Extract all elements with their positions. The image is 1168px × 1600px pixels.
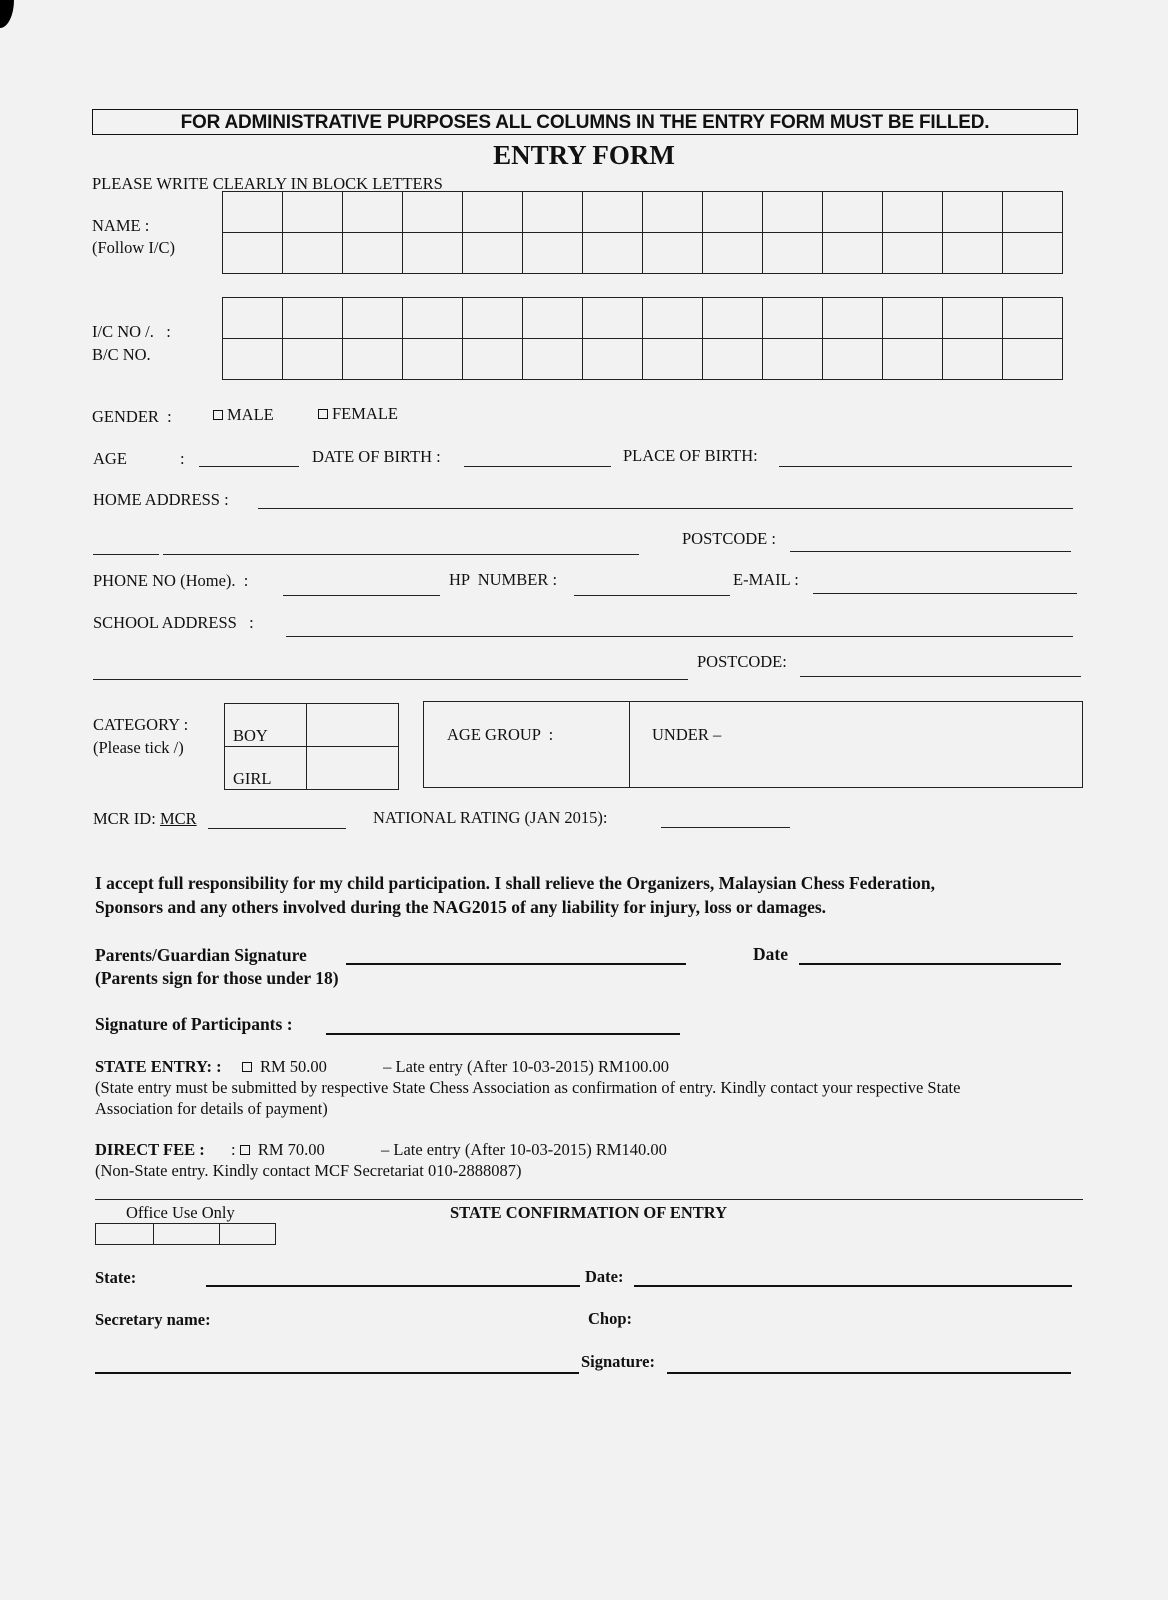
- phone-home-field[interactable]: [283, 595, 440, 596]
- ic-number-grid[interactable]: [222, 297, 1063, 380]
- school-postcode-field[interactable]: [800, 676, 1081, 677]
- ic-label: I/C NO /. :: [92, 322, 171, 341]
- direct-fee-checkbox[interactable]: [240, 1145, 250, 1155]
- dob-field[interactable]: [464, 466, 611, 467]
- confirmation-signature-field[interactable]: [667, 1372, 1071, 1374]
- ic-grid-cell[interactable]: [223, 339, 283, 380]
- pob-label: PLACE OF BIRTH:: [623, 446, 758, 465]
- ic-grid-cell[interactable]: [463, 298, 523, 339]
- school-address-line-2[interactable]: [93, 679, 688, 680]
- male-checkbox[interactable]: [213, 410, 223, 420]
- category-table: [224, 703, 399, 790]
- page-title: ENTRY FORM: [493, 140, 675, 170]
- office-box-3[interactable]: [219, 1224, 275, 1245]
- ic-grid-cell[interactable]: [883, 298, 943, 339]
- name-grid-cell[interactable]: [463, 233, 523, 274]
- name-grid-cell[interactable]: [1003, 192, 1063, 233]
- ic-grid-cell[interactable]: [283, 339, 343, 380]
- ic-grid-cell[interactable]: [823, 339, 883, 380]
- chop-label: Chop:: [588, 1309, 633, 1328]
- hp-number-field[interactable]: [574, 595, 730, 596]
- mcr-id-label: [93, 809, 197, 829]
- secretary-name-label: Secretary name:: [95, 1310, 211, 1329]
- state-label: State:: [95, 1268, 137, 1287]
- ic-grid-cell[interactable]: [343, 298, 403, 339]
- name-grid-cell[interactable]: [823, 192, 883, 233]
- ic-grid-row: [223, 298, 1063, 339]
- ic-grid-cell[interactable]: [703, 298, 763, 339]
- name-grid-cell[interactable]: [883, 233, 943, 274]
- name-grid-row: [223, 192, 1063, 233]
- ic-grid-row: [223, 339, 1063, 380]
- name-grid-cell[interactable]: [763, 233, 823, 274]
- declaration-line-1: I accept full responsibility for my child participation. I shall relieve the Organizers, Malaysian Chess Federation,: [95, 873, 935, 893]
- name-grid-cell[interactable]: [403, 192, 463, 233]
- state-entry-row: [95, 1057, 669, 1077]
- secretary-name-field[interactable]: [95, 1372, 579, 1374]
- female-label: FEMALE: [332, 404, 398, 423]
- category-boy-tick-box[interactable]: [307, 704, 399, 747]
- name-label: NAME :: [92, 216, 150, 235]
- bc-label: B/C NO.: [92, 345, 151, 364]
- category-girl-tick-box[interactable]: [307, 747, 399, 790]
- ic-grid-cell[interactable]: [943, 298, 1003, 339]
- gender-label: GENDER :: [92, 407, 172, 426]
- name-grid-cell[interactable]: [583, 233, 643, 274]
- name-grid-cell[interactable]: [523, 233, 583, 274]
- state-field[interactable]: [206, 1285, 580, 1287]
- parent-date-label: Date: [753, 944, 788, 964]
- name-grid-cell[interactable]: [283, 233, 343, 274]
- office-use-label: Office Use Only: [126, 1203, 235, 1222]
- name-grid-cell[interactable]: [223, 233, 283, 274]
- ic-grid-cell[interactable]: [523, 339, 583, 380]
- national-rating-label: NATIONAL RATING (JAN 2015):: [373, 808, 608, 827]
- category-girl-label: GIRL: [225, 747, 307, 790]
- home-address-line-2b[interactable]: [163, 554, 639, 555]
- name-grid-cell[interactable]: [463, 192, 523, 233]
- home-address-label: HOME ADDRESS :: [93, 490, 229, 509]
- email-field[interactable]: [813, 593, 1077, 594]
- ic-grid-cell[interactable]: [283, 298, 343, 339]
- state-entry-checkbox[interactable]: [242, 1062, 252, 1072]
- national-rating-field[interactable]: [661, 827, 790, 828]
- direct-fee-amount: RM 70.00: [257, 1140, 325, 1159]
- age-colon: :: [180, 449, 185, 468]
- instruction-text: PLEASE WRITE CLEARLY IN BLOCK LETTERS: [92, 174, 443, 193]
- category-label: CATEGORY :: [93, 715, 189, 734]
- ic-grid-cell[interactable]: [583, 298, 643, 339]
- ic-grid-cell[interactable]: [343, 339, 403, 380]
- mcr-id-label-text: MCR ID:: [93, 809, 160, 828]
- name-grid-cell[interactable]: [763, 192, 823, 233]
- ic-grid-cell[interactable]: [883, 339, 943, 380]
- age-group-label: AGE GROUP :: [447, 725, 554, 744]
- name-grid-cell[interactable]: [403, 233, 463, 274]
- name-sublabel: (Follow I/C): [92, 238, 175, 257]
- name-grid-cell[interactable]: [283, 192, 343, 233]
- name-grid-row: [223, 233, 1063, 274]
- state-entry-late-fee: – Late entry (After 10-03-2015) RM100.00: [383, 1057, 670, 1076]
- section-divider: [95, 1199, 1083, 1200]
- name-grid-cell[interactable]: [703, 192, 763, 233]
- parent-signature-field[interactable]: [346, 963, 686, 965]
- participant-signature-label: Signature of Participants :: [95, 1014, 293, 1034]
- ic-grid-cell[interactable]: [1003, 298, 1063, 339]
- category-boy-label: BOY: [225, 704, 307, 747]
- name-letter-grid[interactable]: [222, 191, 1063, 274]
- parent-date-field[interactable]: [799, 963, 1061, 965]
- direct-fee-row: [95, 1140, 667, 1160]
- school-address-label: SCHOOL ADDRESS :: [93, 613, 254, 632]
- ic-grid-cell[interactable]: [823, 298, 883, 339]
- age-field[interactable]: [199, 466, 299, 467]
- office-box-2[interactable]: [154, 1224, 219, 1245]
- name-grid-cell[interactable]: [883, 192, 943, 233]
- name-grid-cell[interactable]: [583, 192, 643, 233]
- category-sublabel: (Please tick /): [93, 738, 184, 757]
- office-box-1[interactable]: [96, 1224, 154, 1245]
- name-grid-cell[interactable]: [943, 192, 1003, 233]
- gender-option-male[interactable]: [213, 405, 274, 425]
- ic-grid-cell[interactable]: [463, 339, 523, 380]
- participant-signature-field[interactable]: [326, 1033, 680, 1035]
- office-use-boxes: [95, 1223, 276, 1245]
- hp-number-label: HP NUMBER :: [449, 570, 558, 589]
- mcr-prefix: MCR: [159, 809, 197, 828]
- confirmation-date-field[interactable]: [634, 1285, 1072, 1287]
- ic-grid-cell[interactable]: [1003, 339, 1063, 380]
- school-address-line-1[interactable]: [286, 636, 1073, 637]
- home-address-line-2a[interactable]: [93, 554, 159, 555]
- declaration-line-2: Sponsors and any others involved during the NAG2015 of any liability for injury, loss or damages.: [95, 897, 827, 917]
- dob-label: DATE OF BIRTH :: [312, 447, 441, 466]
- name-grid-cell[interactable]: [523, 192, 583, 233]
- male-label: MALE: [227, 405, 274, 424]
- ic-grid-cell[interactable]: [403, 339, 463, 380]
- school-postcode-label: POSTCODE:: [697, 652, 787, 671]
- name-grid-cell[interactable]: [643, 233, 703, 274]
- name-grid-cell[interactable]: [1003, 233, 1063, 274]
- ic-grid-cell[interactable]: [763, 339, 823, 380]
- state-entry-note-1: (State entry must be submitted by respective State Chess Association as confirmation of entry. Kindly contact your respective State: [95, 1078, 961, 1097]
- ic-grid-cell[interactable]: [523, 298, 583, 339]
- name-grid-cell[interactable]: [643, 192, 703, 233]
- age-group-box: [423, 701, 1083, 788]
- state-confirmation-title: STATE CONFIRMATION OF ENTRY: [450, 1203, 728, 1222]
- name-grid-cell[interactable]: [223, 192, 283, 233]
- pob-field[interactable]: [779, 466, 1072, 467]
- ic-grid-cell[interactable]: [703, 339, 763, 380]
- name-grid-cell[interactable]: [343, 233, 403, 274]
- name-grid-cell[interactable]: [943, 233, 1003, 274]
- direct-fee-note: (Non-State entry. Kindly contact MCF Secretariat 010-2888087): [95, 1161, 522, 1180]
- age-group-value[interactable]: UNDER –: [652, 725, 722, 744]
- home-postcode-field[interactable]: [790, 551, 1071, 552]
- ic-grid-cell[interactable]: [583, 339, 643, 380]
- direct-fee-label: DIRECT FEE :: [95, 1140, 205, 1159]
- direct-fee-colon: :: [230, 1140, 236, 1159]
- parent-signature-label: Parents/Guardian Signature: [95, 945, 307, 965]
- ic-grid-cell[interactable]: [763, 298, 823, 339]
- home-address-line-1[interactable]: [258, 508, 1073, 509]
- state-entry-amount: RM 50.00: [259, 1057, 327, 1076]
- admin-notice: FOR ADMINISTRATIVE PURPOSES ALL COLUMNS IN THE ENTRY FORM MUST BE FILLED.: [92, 109, 1078, 135]
- state-entry-note-2: Association for details of payment): [95, 1099, 328, 1118]
- confirmation-signature-label: Signature:: [581, 1352, 655, 1371]
- confirmation-date-label: Date:: [585, 1267, 624, 1286]
- female-checkbox[interactable]: [318, 409, 328, 419]
- direct-fee-late-fee: – Late entry (After 10-03-2015) RM140.00: [381, 1140, 667, 1159]
- parent-sign-note: (Parents sign for those under 18): [95, 968, 339, 988]
- ic-grid-cell[interactable]: [643, 298, 703, 339]
- name-grid-cell[interactable]: [343, 192, 403, 233]
- ic-grid-cell[interactable]: [403, 298, 463, 339]
- name-grid-cell[interactable]: [703, 233, 763, 274]
- scan-edge-shadow: [0, 0, 14, 28]
- ic-grid-cell[interactable]: [943, 339, 1003, 380]
- age-group-divider: [629, 702, 630, 787]
- ic-grid-cell[interactable]: [223, 298, 283, 339]
- email-label: E-MAIL :: [733, 570, 799, 589]
- name-grid-cell[interactable]: [823, 233, 883, 274]
- home-postcode-label: POSTCODE :: [682, 529, 776, 548]
- state-entry-label: STATE ENTRY: :: [95, 1057, 222, 1076]
- ic-grid-cell[interactable]: [643, 339, 703, 380]
- mcr-id-field[interactable]: [208, 828, 346, 829]
- age-label: AGE: [93, 449, 127, 468]
- phone-home-label: PHONE NO (Home). :: [93, 571, 249, 590]
- gender-option-female[interactable]: [318, 404, 398, 424]
